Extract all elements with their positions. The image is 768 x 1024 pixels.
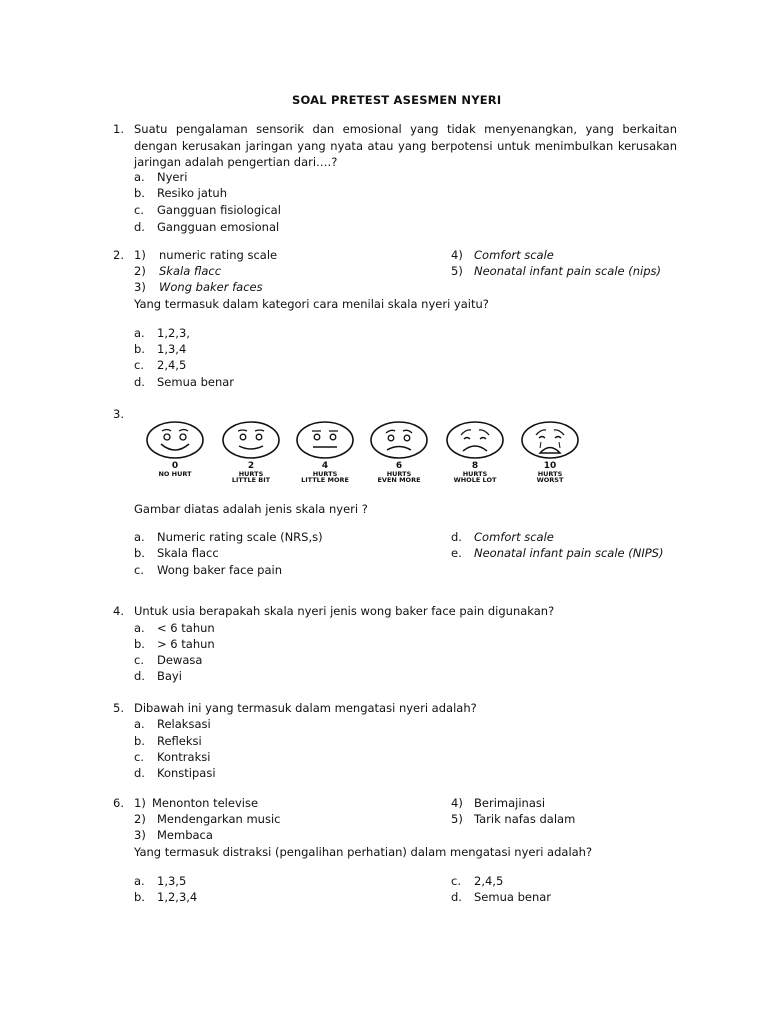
option-letter: c. — [451, 874, 461, 888]
item-number: 1) — [134, 248, 146, 262]
item-text: numeric rating scale — [159, 248, 278, 262]
option-letter: b. — [134, 890, 145, 904]
option-letter: a. — [134, 621, 145, 635]
option-text: 1,3,5 — [157, 874, 187, 888]
question-number: 1. — [113, 122, 124, 136]
option-text: Resiko jatuh — [157, 186, 228, 200]
item-number: 5) — [451, 812, 463, 826]
option-letter: b. — [134, 186, 145, 200]
option-text: Skala flacc — [157, 546, 219, 560]
option-text: Nyeri — [157, 170, 188, 184]
item-number: 3) — [134, 280, 146, 294]
option-letter: a. — [134, 170, 145, 184]
option-text: 2,4,5 — [474, 874, 504, 888]
option-letter: a. — [134, 530, 145, 544]
option-letter: b. — [134, 546, 145, 560]
question-number: 3. — [113, 407, 124, 421]
face-icon-hurts-little-bit — [223, 422, 279, 458]
question-text: Yang termasuk distraksi (pengalihan perhatian) dalam mengatasi nyeri adalah? — [134, 845, 593, 859]
question-text: Suatu pengalaman sensorik dan emosional yang tidak menyenangkan, yang berkaitan dengan kerusakan jaringan yang nyata atau yang berpotensi untuk menimbulkan kerusakan jaringan adalah pengertian dari….? — [134, 122, 677, 169]
option-letter: d. — [134, 766, 145, 780]
option-letter: b. — [134, 637, 145, 651]
option-letter: d. — [134, 220, 145, 234]
option-letter: b. — [134, 342, 145, 356]
option-text: Kontraksi — [157, 750, 211, 764]
face-label: EVEN MORE — [377, 476, 421, 484]
item-text: Tarik nafas dalam — [474, 812, 576, 826]
face-label: HURTS — [462, 470, 488, 478]
item-text: Neonatal infant pain scale (nips) — [474, 264, 662, 278]
page-title: SOAL PRETEST ASESMEN NYERI — [292, 93, 502, 107]
option-text: Wong baker face pain — [157, 563, 283, 577]
question-text: Dibawah ini yang termasuk dalam mengatasi nyeri adalah? — [134, 701, 477, 715]
question-text: Gambar diatas adalah jenis skala nyeri ? — [134, 502, 368, 516]
face-value: 10 — [543, 461, 557, 471]
option-letter: c. — [134, 750, 144, 764]
face-label: LITTLE BIT — [231, 476, 271, 484]
item-number: 3) — [134, 828, 146, 842]
question-number: 2. — [113, 248, 124, 262]
item-number: 5) — [451, 264, 463, 278]
face-label: LITTLE MORE — [301, 476, 349, 484]
option-letter: e. — [451, 546, 462, 560]
option-text: 2,4,5 — [157, 358, 187, 372]
item-number: 2) — [134, 812, 146, 826]
question-text: Untuk usia berapakah skala nyeri jenis wong baker face pain digunakan? — [134, 604, 555, 618]
option-text: < 6 tahun — [157, 621, 215, 635]
item-text: Mendengarkan music — [157, 812, 281, 826]
face-value: 2 — [247, 461, 255, 471]
option-letter: d. — [134, 375, 145, 389]
option-text: Semua benar — [474, 890, 552, 904]
option-text: 1,2,3, — [157, 326, 190, 340]
question-number: 4. — [113, 604, 124, 618]
face-label: NO HURT — [158, 470, 192, 478]
option-letter: d. — [451, 530, 462, 544]
item-number: 4) — [451, 796, 463, 810]
option-text: Gangguan emosional — [157, 220, 280, 234]
item-text: Membaca — [157, 828, 213, 842]
option-text: Neonatal infant pain scale (NIPS) — [474, 546, 664, 560]
question-number: 6. — [113, 796, 124, 810]
face-icon-hurts-little-more — [297, 422, 353, 458]
wong-baker-faces-scale — [140, 420, 592, 490]
face-label: WORST — [536, 476, 564, 484]
item-text: Skala flacc — [159, 264, 222, 278]
face-icon-hurts-worst — [522, 422, 578, 458]
item-number: 1) — [134, 796, 146, 810]
option-text: Bayi — [157, 669, 182, 683]
question-text: Yang termasuk dalam kategori cara menilai skala nyeri yaitu? — [134, 297, 489, 311]
face-value: 4 — [321, 461, 329, 471]
item-text: Comfort scale — [474, 248, 554, 262]
option-letter: d. — [134, 669, 145, 683]
face-label: HURTS — [537, 470, 563, 478]
option-letter: a. — [134, 717, 145, 731]
option-text: Relaksasi — [157, 717, 211, 731]
face-label: HURTS — [238, 470, 264, 478]
option-text: 1,2,3,4 — [157, 890, 198, 904]
option-text: Comfort scale — [474, 530, 554, 544]
question-number: 5. — [113, 701, 124, 715]
option-letter: c. — [134, 653, 144, 667]
option-text: > 6 tahun — [157, 637, 215, 651]
option-letter: c. — [134, 358, 144, 372]
item-text: Menonton televise — [152, 796, 259, 810]
face-value: 0 — [171, 461, 179, 471]
item-number: 4) — [451, 248, 463, 262]
face-icon-hurts-even-more — [371, 422, 427, 458]
face-value: 6 — [395, 461, 403, 471]
item-text: Berimajinasi — [474, 796, 546, 810]
item-text: Wong baker faces — [159, 280, 263, 294]
option-text: Dewasa — [157, 653, 203, 667]
option-text: Gangguan fisiological — [157, 203, 281, 217]
face-value: 8 — [471, 461, 479, 471]
option-letter: d. — [451, 890, 462, 904]
option-letter: b. — [134, 734, 145, 748]
item-number: 2) — [134, 264, 146, 278]
face-icon-hurts-whole-lot — [447, 422, 503, 458]
option-text: 1,3,4 — [157, 342, 187, 356]
option-letter: a. — [134, 326, 145, 340]
face-label: HURTS — [312, 470, 338, 478]
option-text: Semua benar — [157, 375, 235, 389]
option-text: Konstipasi — [157, 766, 216, 780]
option-letter: a. — [134, 874, 145, 888]
option-text: Refleksi — [157, 734, 202, 748]
option-text: Numeric rating scale (NRS,s) — [157, 530, 323, 544]
face-label: WHOLE LOT — [453, 476, 497, 484]
option-letter: c. — [134, 203, 144, 217]
face-label: HURTS — [386, 470, 412, 478]
option-letter: c. — [134, 563, 144, 577]
face-icon-no-hurt — [147, 422, 203, 458]
